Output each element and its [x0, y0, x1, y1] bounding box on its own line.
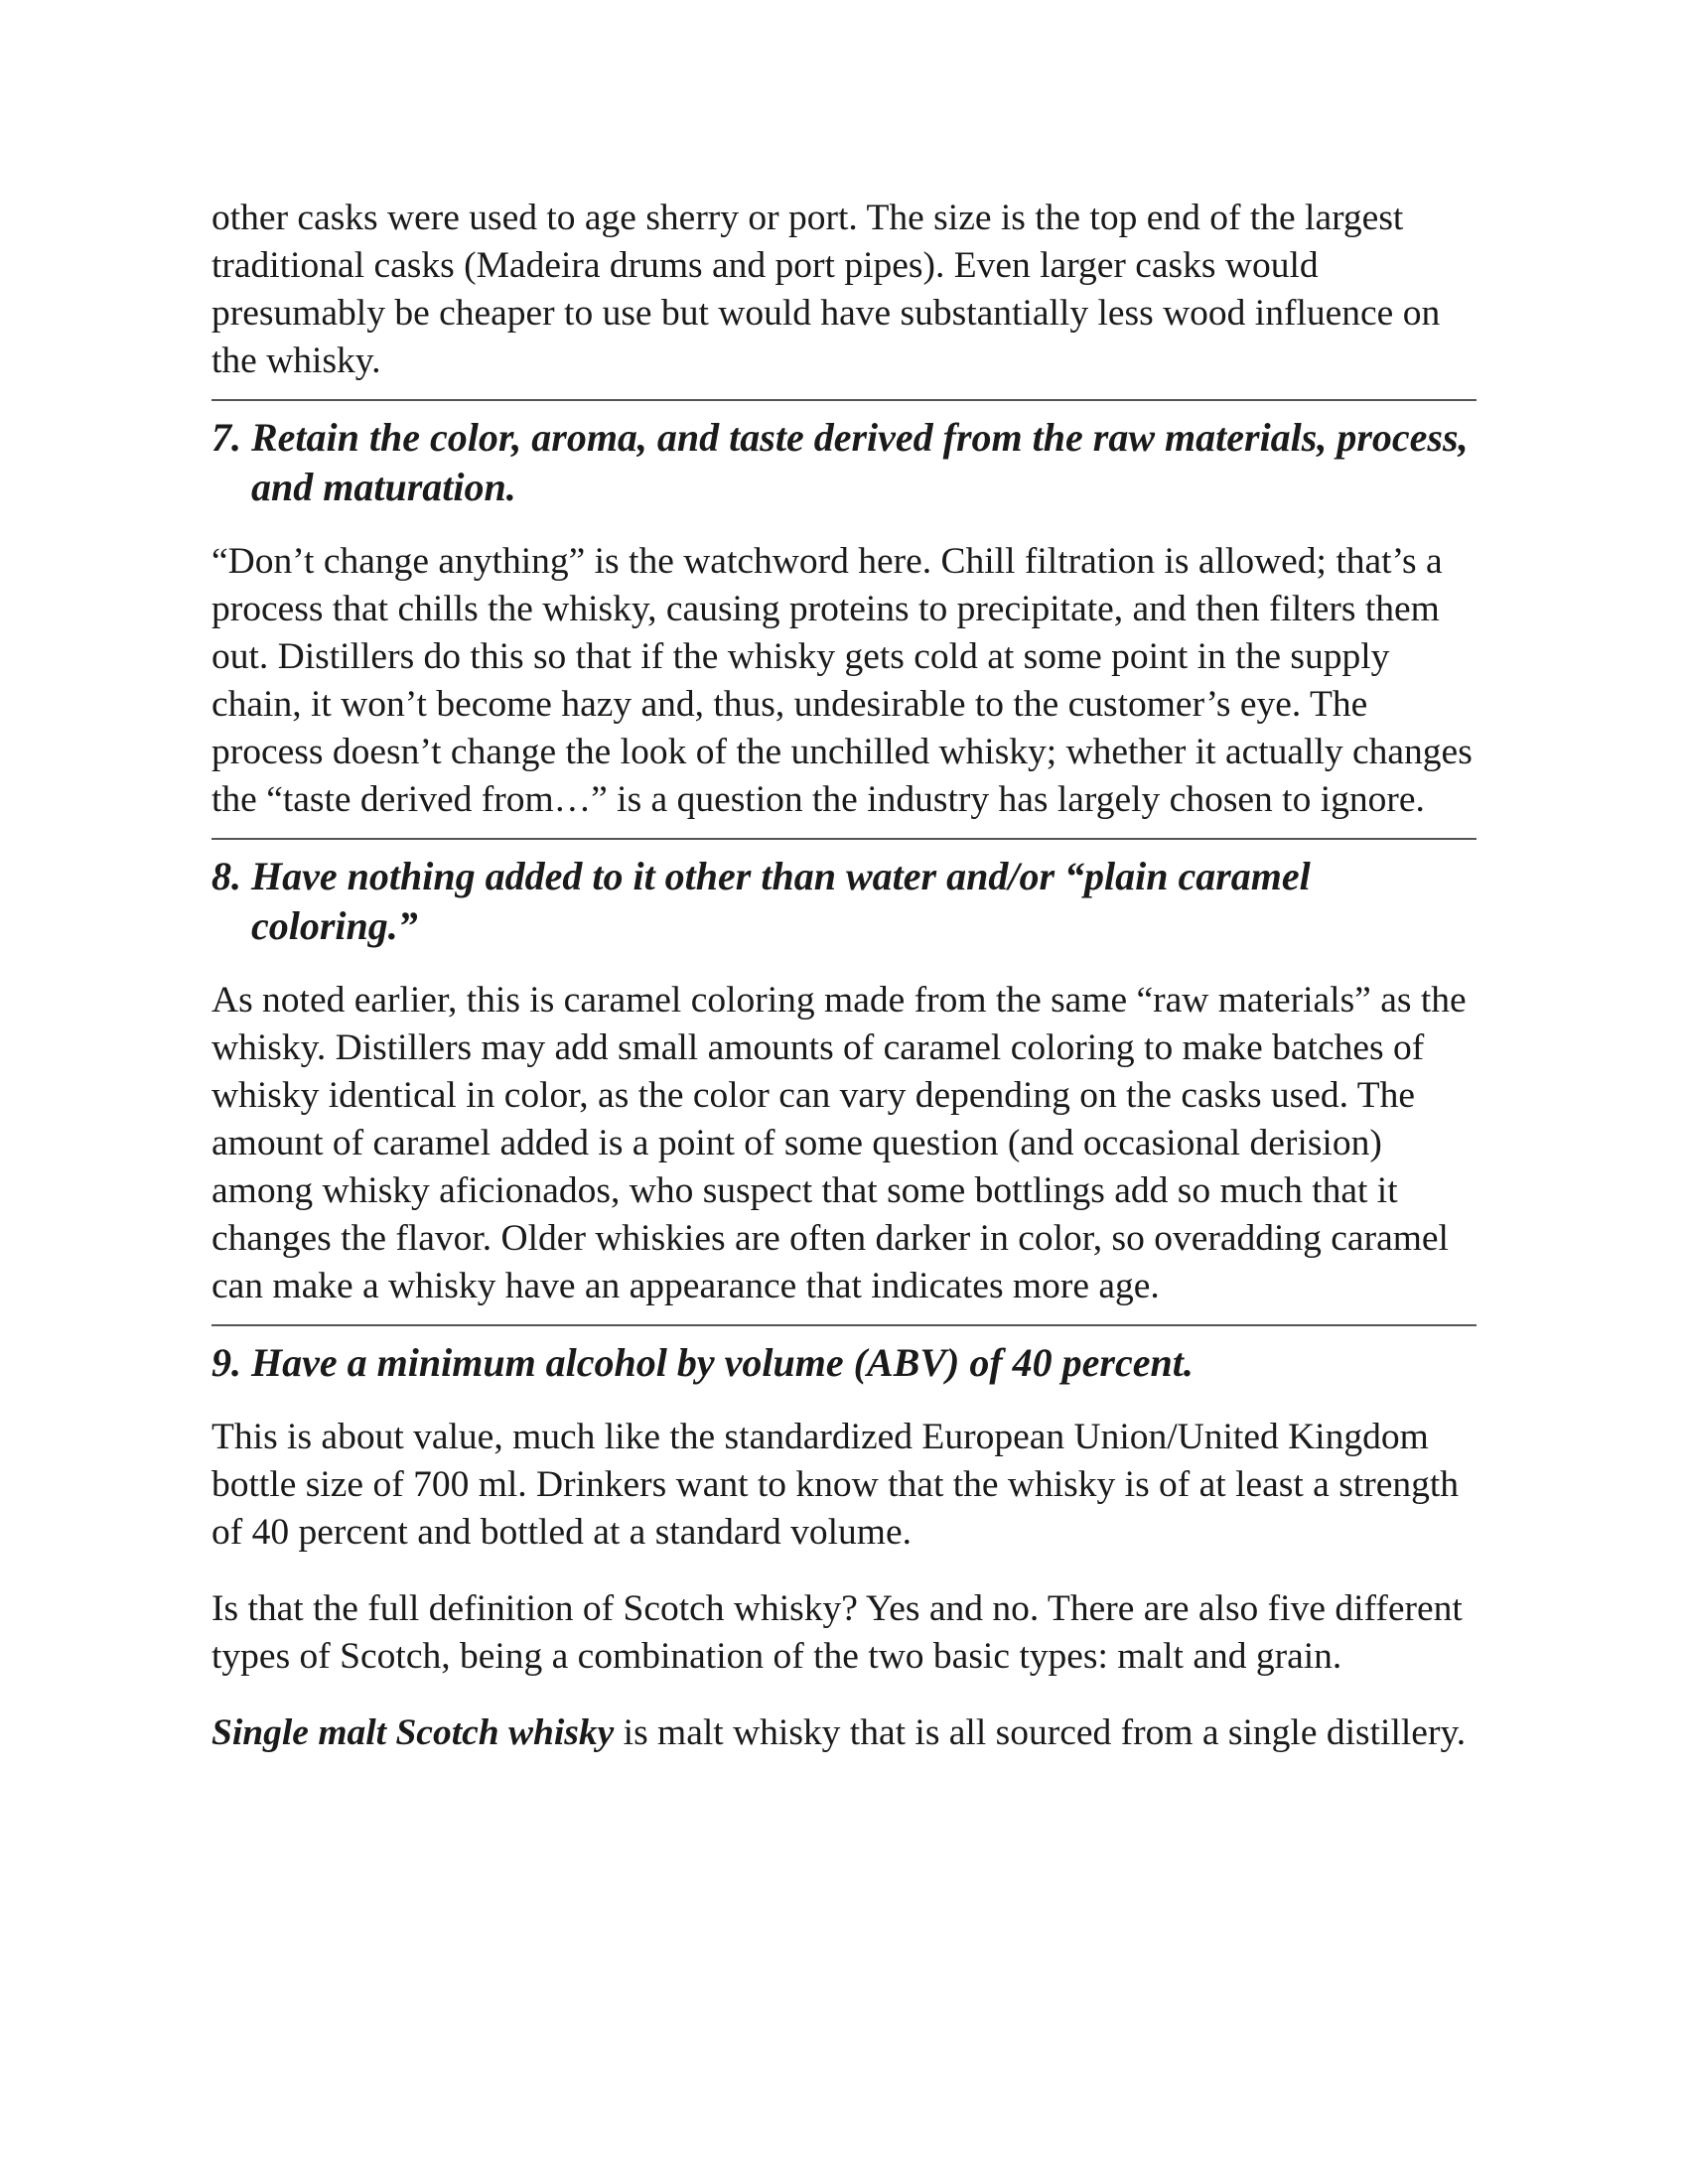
single-malt-paragraph — [211, 1709, 1477, 1757]
rule-9-heading: 9. Have a minimum alcohol by volume (ABV) of 40 percent. — [211, 1340, 1194, 1385]
rule-8-body: As noted earlier, this is caramel coloring made from the same “raw materials” as the whisky. Distillers may add small amounts of caramel coloring to make batches of whisky identical in color, as the color can vary depending on the casks used. The amount of caramel added is a point of some question (and occasional derision) among whisky aficionados, who suspect that some bottlings add so much that it changes the flavor. Older whiskies are often darker in color, so overadding caramel can make a whisky have an appearance that indicates more age. — [211, 980, 1467, 1306]
single-malt-term: Single malt Scotch whisky — [211, 1712, 615, 1753]
rule-9-body: This is about value, much like the standardized European Union/United Kingdom bottle size of 700 ml. Drinkers want to know that the whisky is of at least a strength of 40 percent and bottled at a standard volume. — [211, 1417, 1460, 1553]
rule-8-heading: 8. Have nothing added to it other than water and/or “plain caramel coloring.” — [211, 854, 1311, 948]
rule-7-heading: 7. Retain the color, aroma, and taste derived from the raw materials, process, and maturation. — [211, 415, 1469, 509]
definition-question-paragraph: Is that the full definition of Scotch whisky? Yes and no. There are also five different types of Scotch, being a combination of the two basic types: malt and grain. — [211, 1588, 1463, 1677]
single-malt-definition: is malt whisky that is all sourced from a single distillery. — [614, 1712, 1467, 1753]
intro-paragraph: other casks were used to age sherry or port. The size is the top end of the largest traditional casks (Madeira drums and port pipes). Even larger casks would presumably be cheaper to use but would have substantially less wood influence on the whisky. — [211, 198, 1441, 381]
section-divider — [211, 399, 1477, 401]
rule-7-body: “Don’t change anything” is the watchword here. Chill filtration is allowed; that’s a process that chills the whisky, causing proteins to precipitate, and then filters them out. Distillers do this so that if the whisky gets cold at some point in the supply chain, it won’t become hazy and, thus, undesirable to the customer’s eye. The process doesn’t change the look of the unchilled whisky; whether it actually changes the “taste derived from…” is a question the industry has largely chosen to ignore. — [211, 541, 1473, 820]
page-content — [211, 195, 1477, 1757]
section-divider — [211, 1324, 1477, 1326]
section-divider — [211, 838, 1477, 840]
